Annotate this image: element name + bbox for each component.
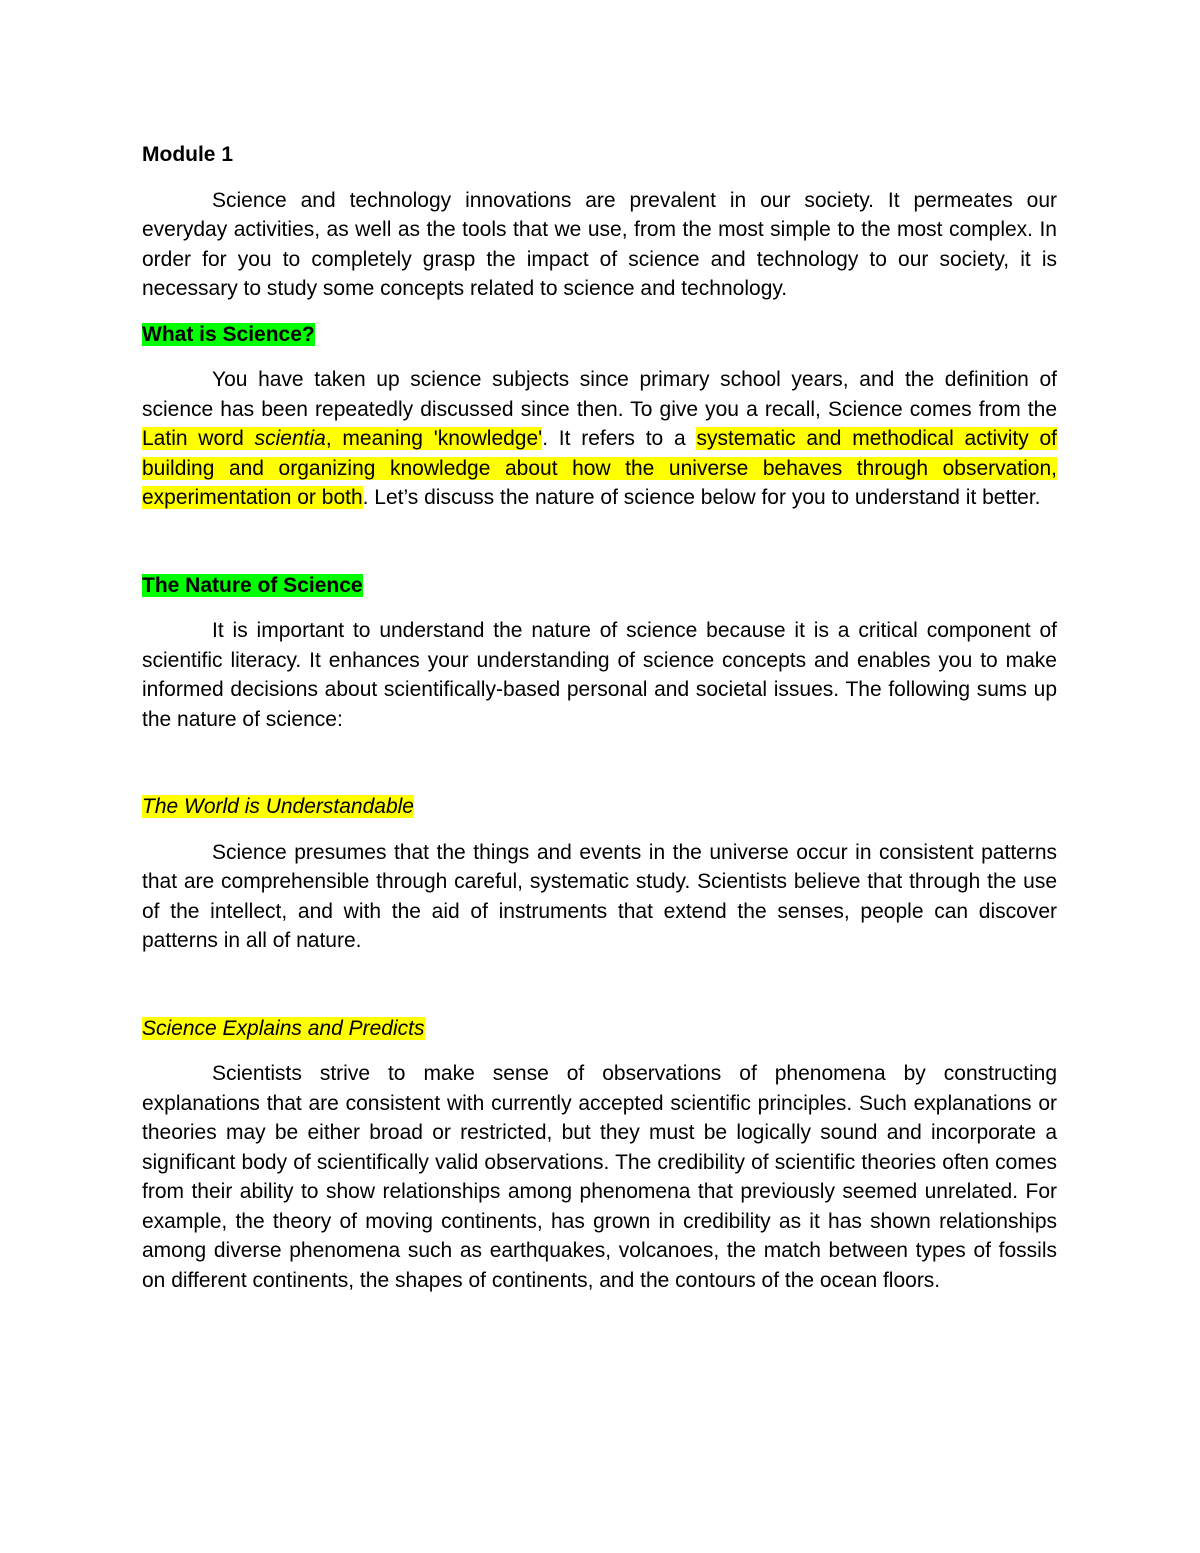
text-run: You have taken up science subjects since primary school years, and the definition of science has been repeatedly discussed since then. To give you a recall, Science comes from the <box>142 368 1057 421</box>
highlighted-text-definition: systematic and methodical activity of building and organizing knowledge about how the universe behaves through observation, experimentation or both <box>142 427 1058 509</box>
highlighted-text-latin-word <box>142 427 542 450</box>
document-page <box>142 140 1057 1295</box>
heading-highlight: What is Science? <box>142 322 315 346</box>
section-heading-nature-of-science <box>142 571 1057 601</box>
heading-highlight: The Nature of Science <box>142 573 363 597</box>
spacer <box>142 513 1057 571</box>
text-run: . Let’s discuss the nature of science below for you to understand it better. <box>362 486 1041 509</box>
section-heading-explains-predicts <box>142 1014 1057 1044</box>
section-heading-world-understandable <box>142 792 1057 822</box>
spacer <box>142 734 1057 792</box>
what-is-science-paragraph <box>142 365 1057 513</box>
text-run: , meaning 'knowledge' <box>325 427 543 450</box>
heading-highlight: The World is Understandable <box>142 795 414 818</box>
section-heading-what-is-science <box>142 320 1057 350</box>
nature-of-science-paragraph: It is important to understand the nature of science because it is a critical component of scientific literacy. It enhances your understanding of science concepts and enables you to make informed decisions about scientifically-based personal and societal issues. The following sums up the nature of science: <box>142 619 1057 731</box>
spacer <box>142 956 1057 1014</box>
world-understandable-paragraph: Science presumes that the things and events in the universe occur in consistent patterns that are comprehensible through careful, systematic study. Scientists believe that through the use of the intellect, and with the aid of instruments that extend the senses, people can discover patterns in all of nature. <box>142 840 1057 952</box>
module-title: Module 1 <box>142 143 234 166</box>
explains-predicts-paragraph: Scientists strive to make sense of observations of phenomena by constructing explanations that are consistent with currently accepted scientific principles. Such explanations or theories may be either broad or restricted, but they must be logically sound and incorporate a significant body of scientifically valid observations. The credibility of scientific theories often comes from their ability to show relationships among phenomena that previously seemed unrelated. For example, the theory of moving continents, has grown in credibility as it has shown relationships among diverse phenomena such as earthquakes, volcanoes, the match between types of fossils on different continents, the shapes of continents, and the contours of the ocean floors. <box>142 1062 1057 1292</box>
italic-term-scientia: scientia <box>254 427 326 450</box>
heading-highlight: Science Explains and Predicts <box>142 1016 425 1040</box>
intro-paragraph: Science and technology innovations are prevalent in our society. It permeates our everyday activities, as well as the tools that we use, from the most simple to the most complex. In order for you to completely grasp the impact of science and technology to our society, it is necessary to study some concepts related to science and technology. <box>142 188 1057 300</box>
text-run: Latin word <box>142 427 255 450</box>
text-run: . It refers to a <box>542 427 697 450</box>
